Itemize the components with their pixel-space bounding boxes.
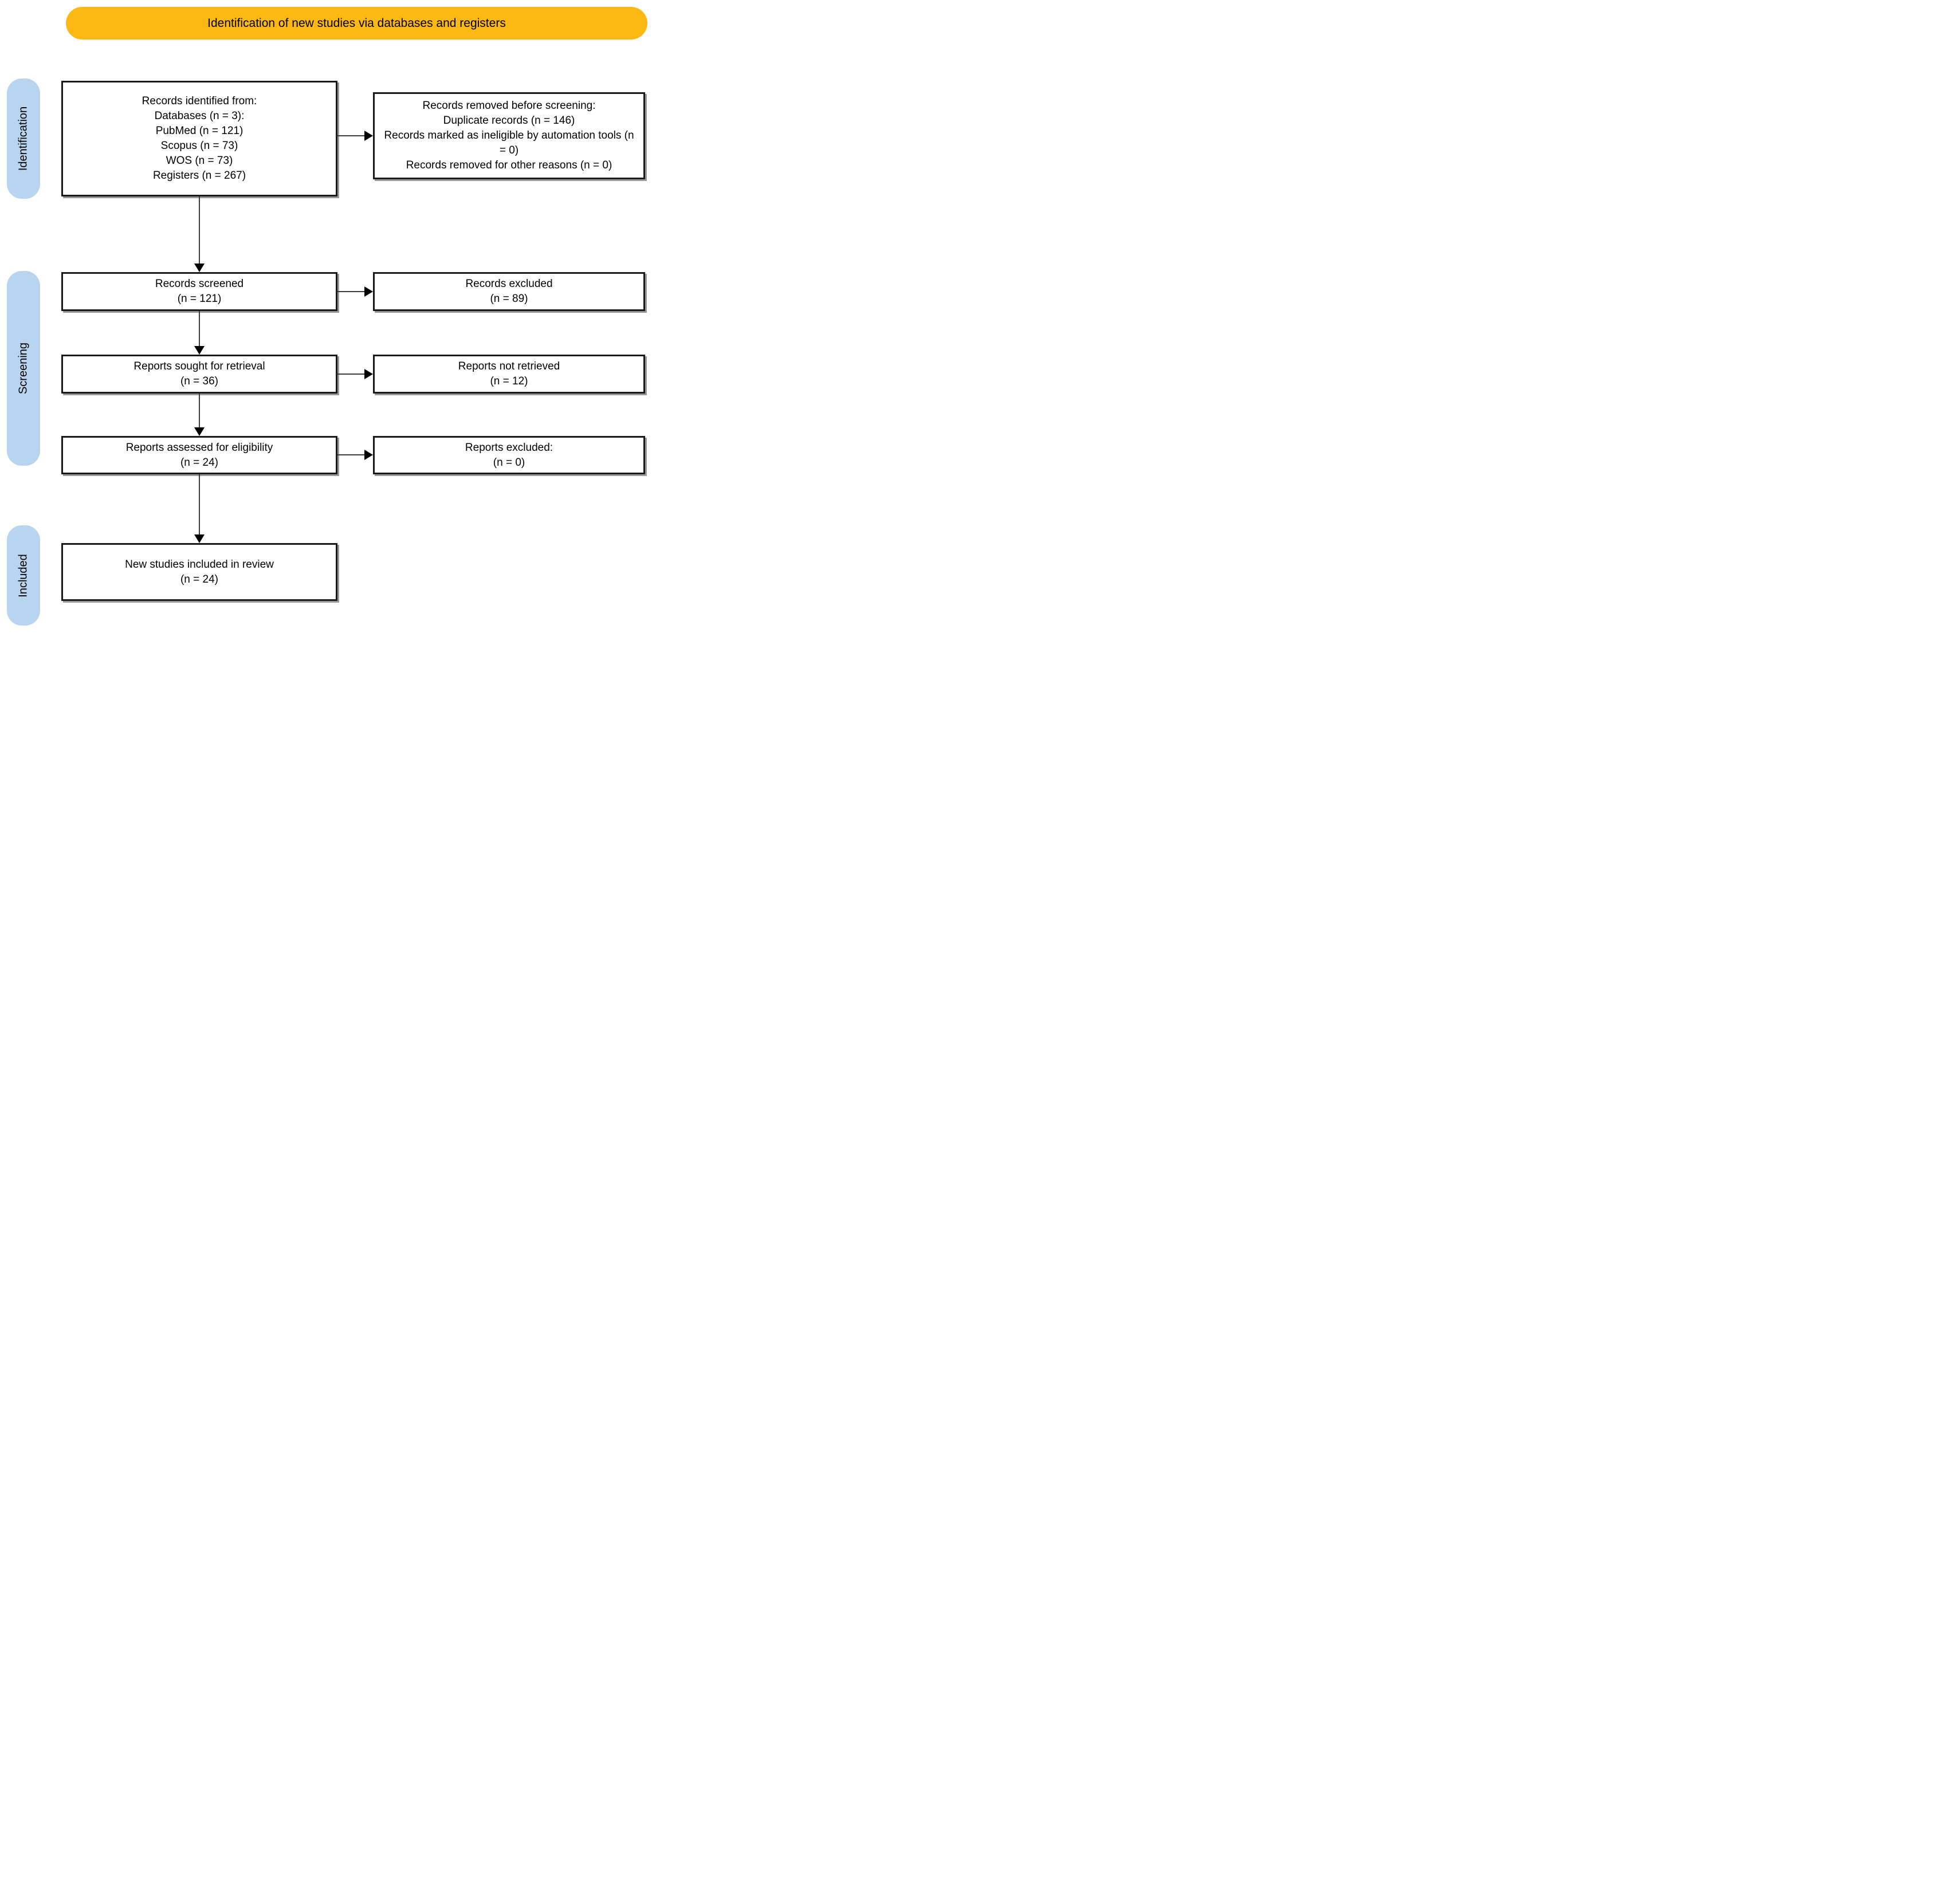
arrowhead-down-icon bbox=[194, 346, 205, 355]
stage-identification bbox=[7, 78, 40, 199]
stage-screening-label: Screening bbox=[17, 342, 30, 395]
arrow-identified-to-removed bbox=[337, 135, 366, 136]
box-line: (n = 36) bbox=[180, 375, 218, 387]
arrowhead-down-icon bbox=[194, 427, 205, 436]
box-line: Reports assessed for eligibility bbox=[125, 441, 273, 454]
box-line: (n = 12) bbox=[490, 375, 528, 387]
box-line: Reports sought for retrieval bbox=[133, 360, 265, 372]
arrowhead-right-icon bbox=[364, 131, 373, 141]
box-reports-excluded bbox=[373, 436, 645, 474]
box-line: Registers (n = 267) bbox=[152, 170, 246, 182]
box-records-screened bbox=[61, 272, 337, 311]
box-line: Records screened bbox=[155, 278, 244, 290]
box-line: (n = 24) bbox=[180, 456, 218, 469]
arrow-sought-to-notretrieved bbox=[337, 374, 366, 375]
box-line: (n = 0) bbox=[493, 456, 525, 469]
box-line: Records removed for other reasons (n = 0) bbox=[406, 159, 612, 171]
stage-included bbox=[7, 525, 40, 626]
arrowhead-down-icon bbox=[194, 264, 205, 272]
box-line: New studies included in review bbox=[125, 558, 274, 571]
box-new-studies-included bbox=[61, 543, 337, 601]
box-line: Databases (n = 3): bbox=[154, 110, 245, 122]
arrow-assessed-to-reportsexcluded bbox=[337, 454, 366, 455]
arrow-screened-to-sought bbox=[199, 311, 200, 347]
box-line: Scopus (n = 73) bbox=[160, 140, 238, 152]
box-line: Duplicate records (n = 146) bbox=[443, 115, 575, 127]
box-records-excluded bbox=[373, 272, 645, 311]
arrowhead-right-icon bbox=[364, 286, 373, 297]
stage-screening bbox=[7, 271, 40, 466]
box-line: Records identified from: bbox=[142, 95, 257, 107]
arrow-sought-to-assessed bbox=[199, 394, 200, 428]
box-line: PubMed (n = 121) bbox=[155, 125, 243, 137]
box-line: Records removed before screening: bbox=[422, 100, 596, 112]
box-line: (n = 121) bbox=[177, 293, 222, 305]
arrow-assessed-to-included bbox=[199, 474, 200, 536]
arrowhead-right-icon bbox=[364, 450, 373, 460]
box-line: (n = 89) bbox=[490, 293, 528, 305]
arrow-screened-to-excluded bbox=[337, 291, 366, 292]
box-line: Reports not retrieved bbox=[458, 360, 560, 372]
box-line: Records marked as ineligible by automation tools (n = 0) bbox=[384, 129, 634, 156]
prisma-flow-diagram bbox=[0, 0, 654, 630]
box-reports-sought bbox=[61, 355, 337, 394]
arrowhead-right-icon bbox=[364, 369, 373, 379]
arrow-identified-to-screened bbox=[199, 196, 200, 265]
stage-identification-label: Identification bbox=[17, 106, 30, 171]
box-line: Reports excluded: bbox=[465, 441, 553, 454]
diagram-title-banner bbox=[66, 7, 647, 40]
stage-included-label: Included bbox=[17, 553, 30, 597]
box-line: (n = 24) bbox=[180, 573, 218, 585]
diagram-title: Identification of new studies via databases and registers bbox=[207, 16, 506, 30]
box-reports-assessed bbox=[61, 436, 337, 474]
box-reports-not-retrieved bbox=[373, 355, 645, 394]
box-records-identified bbox=[61, 81, 337, 196]
box-records-removed bbox=[373, 92, 645, 179]
box-line: WOS (n = 73) bbox=[166, 155, 233, 167]
box-line: Records excluded bbox=[465, 278, 553, 290]
arrowhead-down-icon bbox=[194, 534, 205, 543]
